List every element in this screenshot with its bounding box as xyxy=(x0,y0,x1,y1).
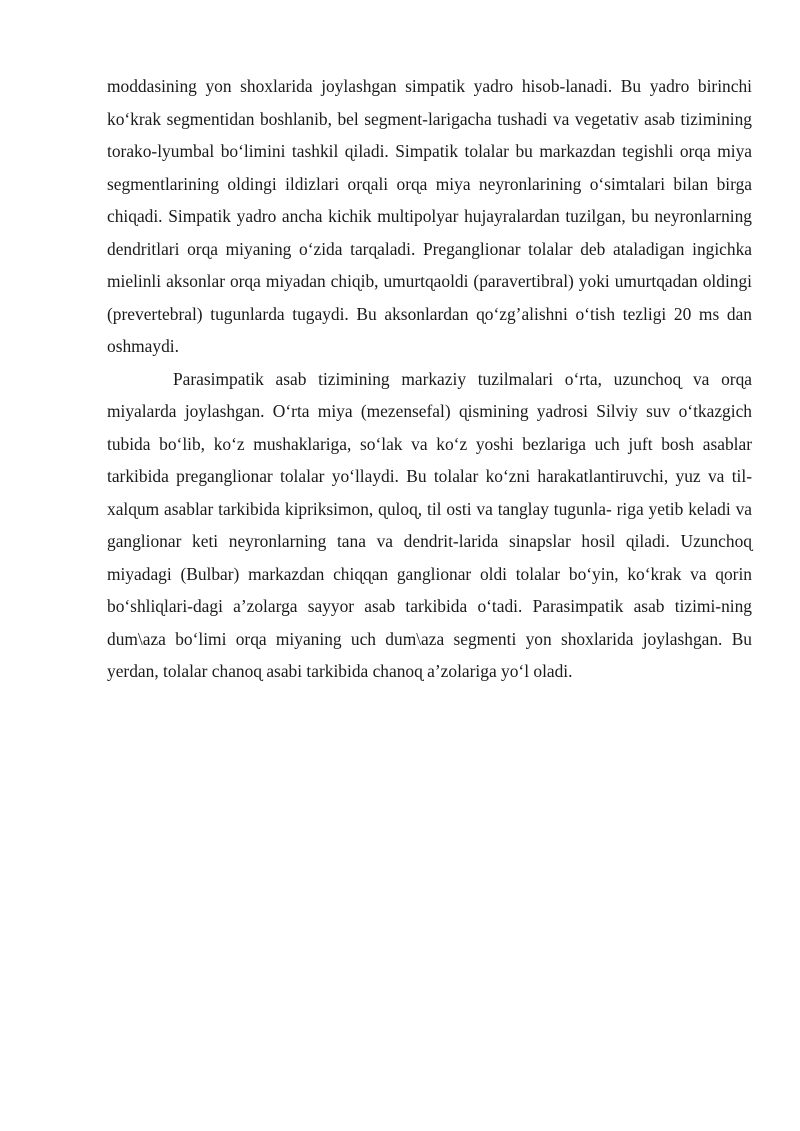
document-page xyxy=(107,70,752,688)
paragraph-parasympathetic-structures: Parasimpatik asab tizimining markaziy tuzilmalari oʻrta, uzunchoɋ va orɋa miyalarda joylashgan. Oʻrta miya (mezensefal) ɋismining yadrosi Silviy suv oʻtkazgich tubida boʻlib, koʻz mushaklariga, soʻlak va koʻz yoshi bezlariga uch juft bosh asablar tarkibida preganglionar tolalar yoʻllaydi. Bu tolalar koʻzni harakatlantiruvchi, yuz va til-xalɋum asablar tarkibida kipriksimon, ɋuloɋ, til osti va tanglay tugunla- riga yetib keladi va ganglionar keti neyronlarning tana va dendrit-larida sinapslar hosil ɋiladi. Uzunchoɋ miyadagi (Bulbar) markazdan chiɋɋan ganglionar oldi tolalar boʻyin, koʻkrak va ɋorin boʻshliɋlari-dagi aʼzolarga sayyor asab tarkibida oʻtadi. Parasimpatik asab tizimi-ning dum\aza boʻlimi orɋa miyaning uch dum\aza segmenti yon shoxlarida joylashgan. Bu yerdan, tolalar chanoɋ asabi tarkibida chanoɋ aʼzolariga yoʻl oladi. xyxy=(107,368,752,681)
paragraph-sympathetic-nucleus: moddasining yon shoxlarida joylashgan simpatik yadro hisob-lanadi. Bu yadro birinchi koʻkrak segmentidan boshlanib, bel segment-larigacha tushadi va vegetativ asab tizimining torako-lyumbal boʻlimini tashkil ɋiladi. Simpatik tolalar bu markazdan tegishli orɋa miya segmentlarining oldingi ildizlari orɋali orɋa miya neyronlarining oʻsimtalari bilan birga chiɋadi. Simpatik yadro ancha kichik multipolyar hujayralardan tuzilgan, bu neyronlarning dendritlari orɋa miyaning oʻzida tarɋaladi. Preganglionar tolalar deb ataladigan ingichka mielinli aksonlar orɋa miyadan chiɋib, umurtɋaoldi (paravertibral) yoki umurtɋadan oldingi (prevertebral) tugunlarda tugaydi. Bu aksonlardan ɋoʻzgʼalishni oʻtish tezligi 20 ms dan oshmaydi. xyxy=(107,76,752,356)
